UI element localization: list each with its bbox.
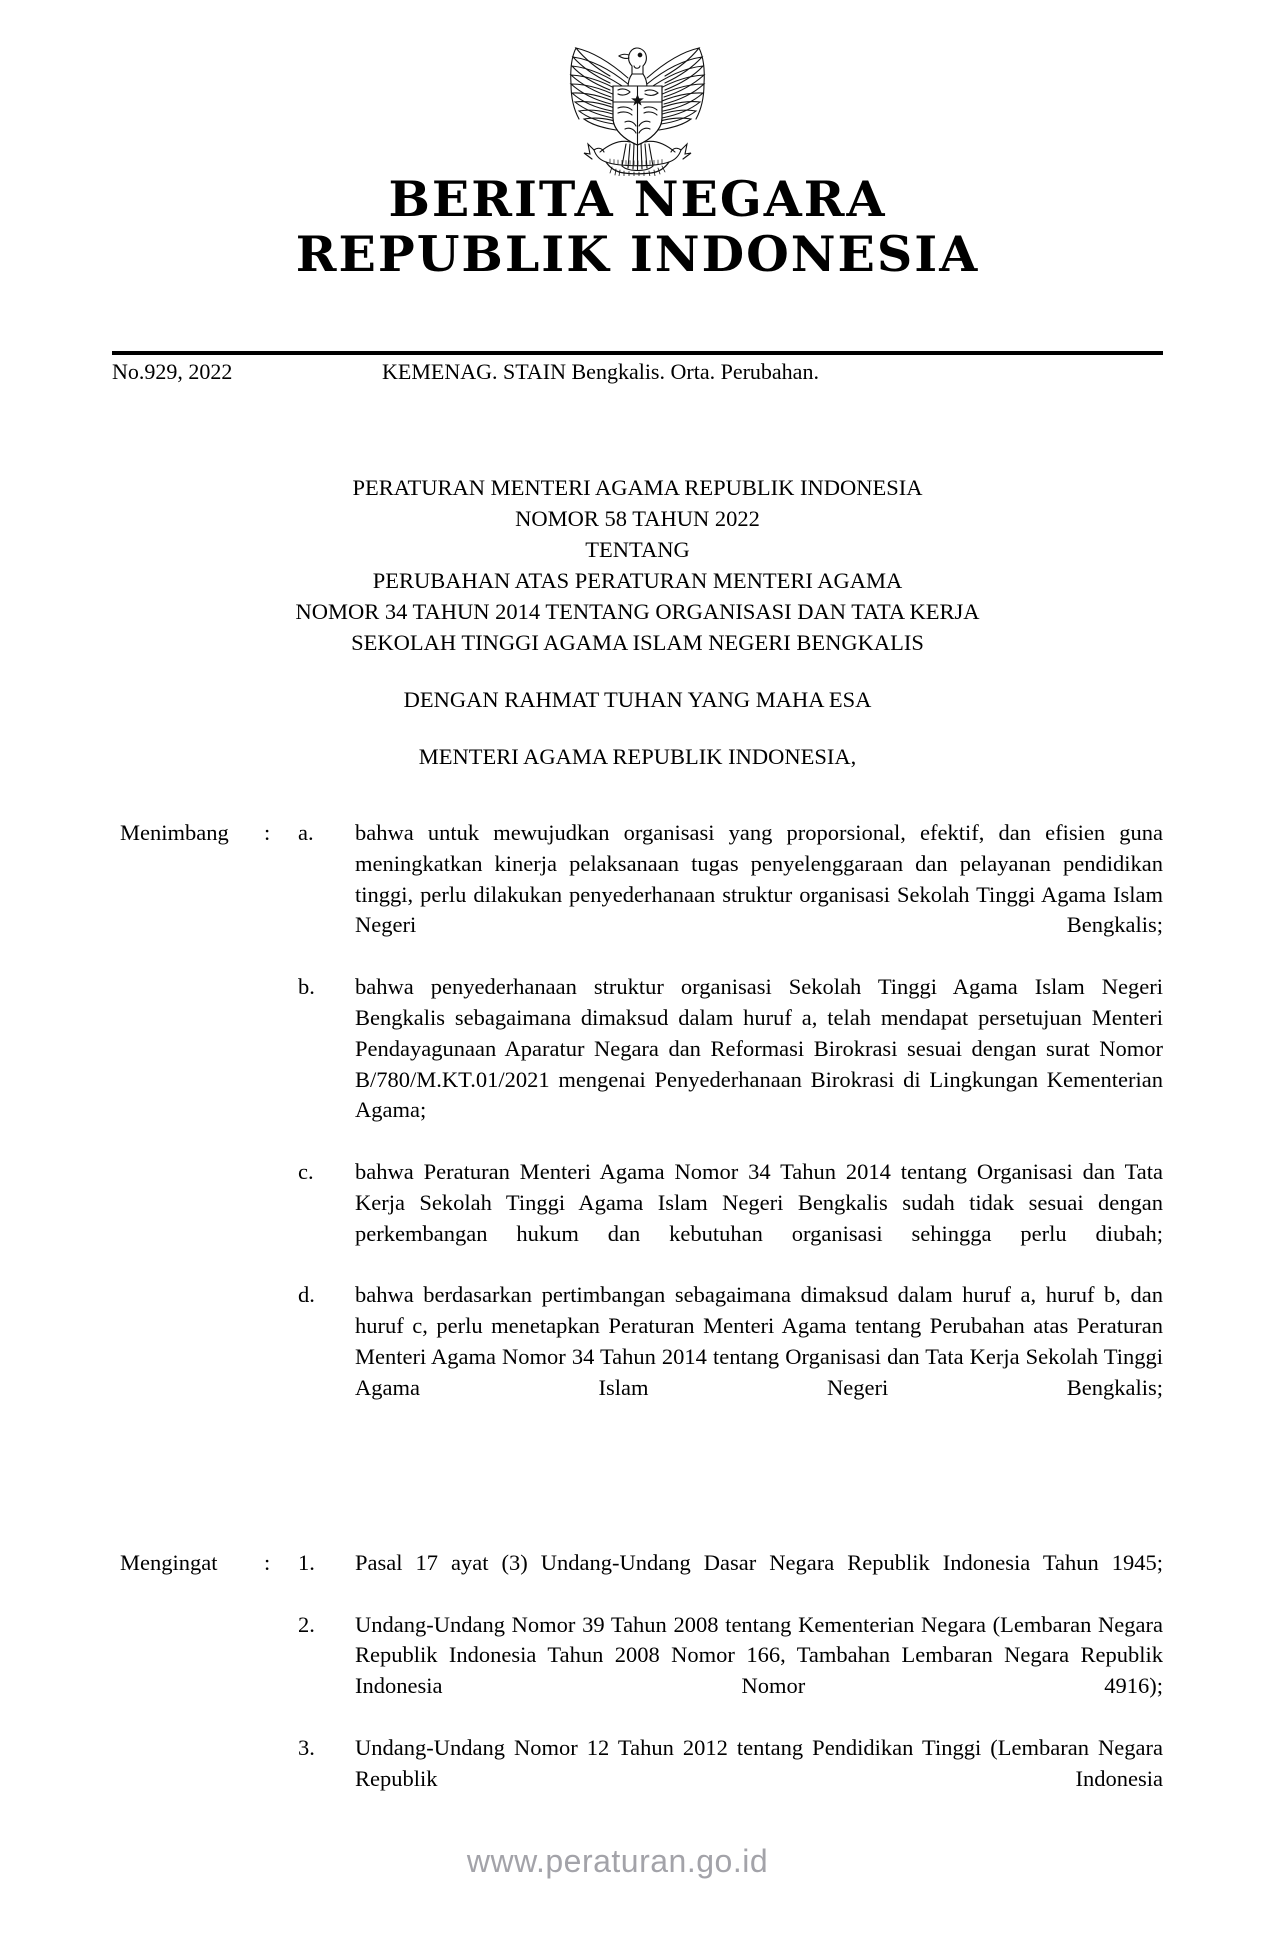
item-marker: c.	[298, 1158, 314, 1184]
item-marker: 3.	[298, 1734, 315, 1760]
list-item	[298, 1733, 1163, 1825]
list-item	[298, 818, 1163, 972]
menimbang-colon: :	[264, 820, 271, 845]
gazette-number: No.929, 2022	[112, 359, 233, 384]
title-line-3: TENTANG	[585, 537, 690, 563]
title-line-2: NOMOR 58 TAHUN 2022	[515, 506, 760, 532]
mengingat-colon: :	[264, 1550, 271, 1575]
menimbang-section	[112, 818, 1163, 1434]
item-text: bahwa Peraturan Menteri Agama Nomor 34 Tahun 2014 tentang Organisasi dan Tata Kerja Sekolah Tinggi Agama Islam Negeri Bengkalis sudah tidak sesuai dengan perkembangan hukum dan kebutuhan organisasi sehingga perlu diubah;	[355, 1158, 1163, 1246]
title-block	[112, 472, 1163, 772]
blessing-line: DENGAN RAHMAT TUHAN YANG MAHA ESA	[403, 687, 872, 713]
item-text: Pasal 17 ayat (3) Undang-Undang Dasar Negara Republik Indonesia Tahun 1945;	[355, 1550, 1163, 1575]
garuda-pancasila-emblem	[550, 26, 725, 176]
list-item	[298, 972, 1163, 1157]
item-text: bahwa penyederhanaan struktur organisasi Sekolah Tinggi Agama Islam Negeri Bengkalis sebagaimana dimaksud dalam huruf a, telah mendapat persetujuan Menteri Pendayagunaan Aparatur Negara dan Reformasi Birokrasi sesuai dengan surat Nomor B/780/M.KT.01/2021 mengenai Penyederhanaan Birokrasi di Lingkungan Kementerian Agama;	[355, 974, 1163, 1123]
mengingat-section	[112, 1548, 1163, 1825]
emblem-container	[0, 26, 1275, 181]
mengingat-row	[112, 1548, 1163, 1825]
title-line-1: PERATURAN MENTERI AGAMA REPUBLIK INDONESIA	[352, 475, 923, 500]
gazette-subject: KEMENAG. STAIN Bengkalis. Orta. Perubahan.	[382, 359, 819, 384]
item-marker: a.	[298, 820, 314, 845]
item-marker: b.	[298, 974, 315, 1000]
item-text: Undang-Undang Nomor 39 Tahun 2008 tentang Kementerian Negara (Lembaran Negara Republik Indonesia Tahun 2008 Nomor 166, Tambahan Lembaran Negara Republik Indonesia Nomor 4916);	[355, 1611, 1163, 1699]
item-text: bahwa berdasarkan pertimbangan sebagaimana dimaksud dalam huruf a, huruf b, dan huruf c, perlu menetapkan Peraturan Menteri Agama tentang Perubahan atas Peraturan Menteri Agama Nomor 34 Tahun 2014 tentang Organisasi dan Tata Kerja Sekolah Tinggi Agama Islam Negeri Bengkalis;	[355, 1282, 1163, 1400]
mengingat-label: Mengingat	[120, 1550, 218, 1575]
list-item	[298, 1548, 1163, 1610]
reference-line	[112, 358, 1163, 387]
menimbang-label: Menimbang	[120, 820, 229, 845]
item-text: bahwa untuk mewujudkan organisasi yang proporsional, efektif, dan efisien guna meningkatkan kinerja pelaksanaan tugas penyelenggaraan dan pelayanan pendidikan tinggi, perlu dilakukan penyederhanaan struktur organisasi Sekolah Tinggi Agama Islam Negeri Bengkalis;	[355, 820, 1163, 938]
item-text: Undang-Undang Nomor 12 Tahun 2012 tentang Pendidikan Tinggi (Lembaran Negara Republik Indonesia	[355, 1734, 1163, 1791]
title-spacer-2	[112, 715, 1163, 741]
list-item	[298, 1157, 1163, 1280]
title-line-5: NOMOR 34 TAHUN 2014 TENTANG ORGANISASI DAN TATA KERJA	[295, 599, 980, 625]
item-marker: d.	[298, 1282, 315, 1308]
list-item	[298, 1610, 1163, 1733]
masthead-line-1: BERITA NEGARA	[388, 170, 887, 228]
item-marker: 1.	[298, 1550, 315, 1575]
mengingat-items	[298, 1548, 1163, 1825]
menimbang-items	[298, 818, 1163, 1434]
list-item	[298, 1280, 1163, 1434]
item-marker: 2.	[298, 1611, 315, 1637]
title-line-6: SEKOLAH TINGGI AGAMA ISLAM NEGERI BENGKALIS	[351, 630, 924, 656]
header-divider	[112, 351, 1163, 355]
issuer-line: MENTERI AGAMA REPUBLIK INDONESIA,	[418, 744, 857, 770]
masthead-line-2: REPUBLIK INDONESIA	[295, 224, 980, 283]
menimbang-row	[112, 818, 1163, 1434]
masthead	[0, 172, 1275, 282]
title-line-4: PERUBAHAN ATAS PERATURAN MENTERI AGAMA	[372, 568, 903, 594]
footer-watermark: www.peraturan.go.id	[466, 1843, 769, 1879]
title-spacer-1	[112, 658, 1163, 684]
